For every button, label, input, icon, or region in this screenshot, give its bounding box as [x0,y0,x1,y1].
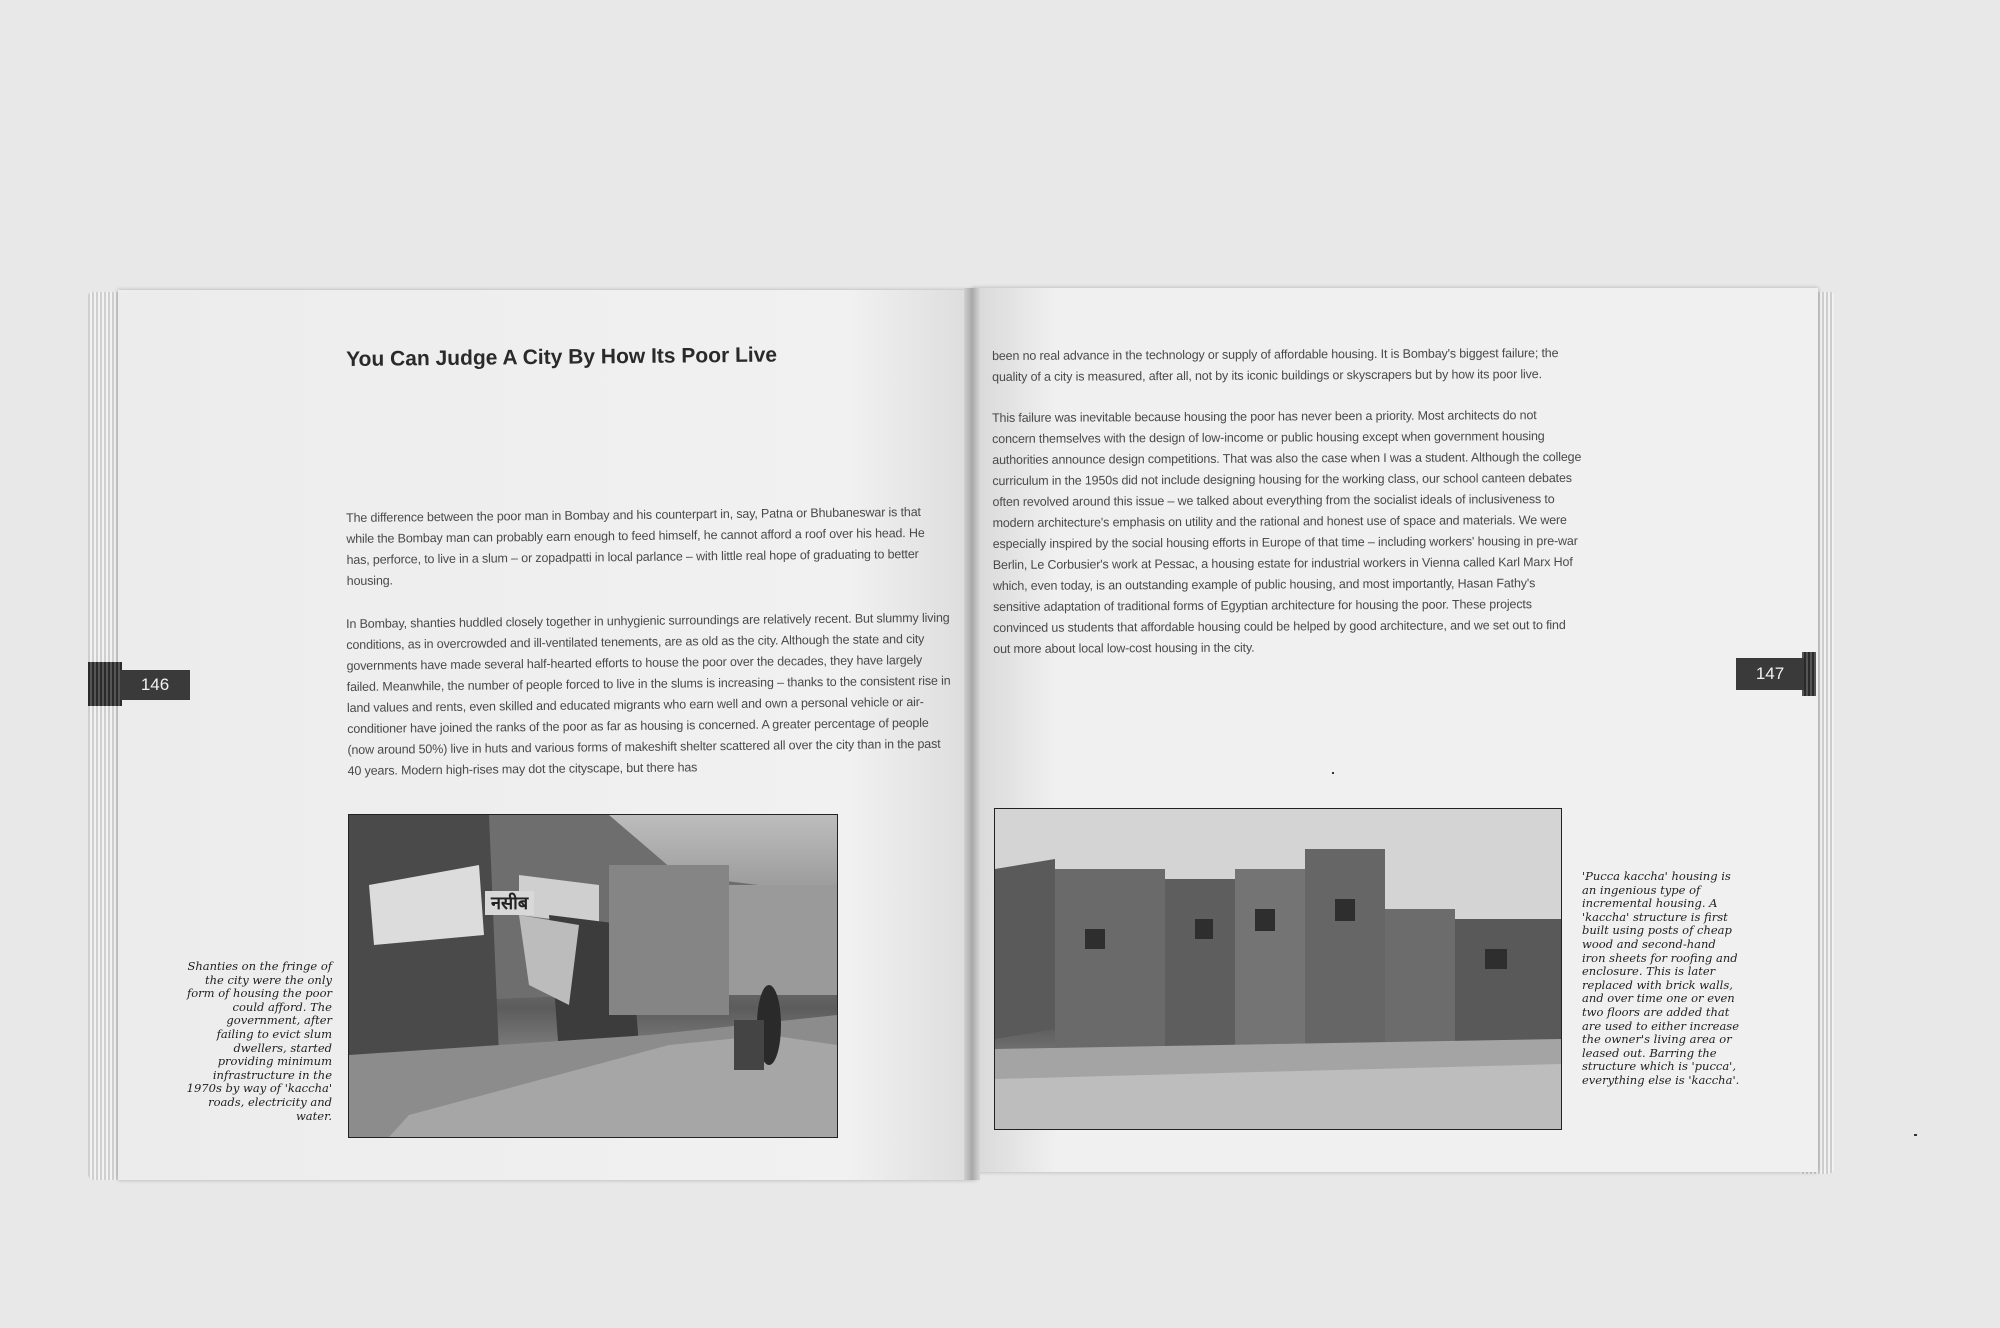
right-paragraph-1: been no real advance in the technology or supply of affordable housing. It is Bombay's biggest failure; the quality of a city is measured, after all, not by its iconic buildings or skyscrapers but by how its poor live. [992,346,1559,384]
left-paragraph-1: The difference between the poor man in Bombay and his counterpart in, say, Patna or Bhubaneswar is that while the Bombay man can probably earn enough to feed himself, he cannot afford a roof over his head. He has, perforce, to live in a slum – or zopadpatti in local parlance – with little real hope of graduating to better housing. [346,504,925,588]
slum-street-illustration [349,815,837,1137]
pucca-kaccha-housing-photo [994,808,1562,1130]
slum-street-photo [348,814,838,1138]
shop-sign: नसीब [485,891,534,915]
housing-illustration [995,809,1561,1129]
left-photo-caption: Shanties on the fringe of the city were the only form of housing the poor could afford. The government, after failing to evict slum dwellers, started providing minimum infrastructure in the 1970s by way of 'kaccha' roads, electricity and water. [186,959,332,1123]
page-number-right: 147 [1736,658,1804,690]
page-tab-edge-right [1802,652,1816,696]
page-tab-edge-left [88,662,122,706]
right-photo-caption: 'Pucca kaccha' housing is an ingenious type of incremental housing. A 'kaccha' structure is first built using posts of cheap wood and second-hand iron sheets for roofing and enclosure. This is later replaced with brick walls, and over time one or even two floors are added that are used to either increase the owner's living area or leased out. Barring the structure which is 'pucca', everything else is 'kaccha'. [1582,869,1740,1087]
dust-speck [1332,772,1334,774]
book-gutter [964,288,980,1180]
page-number-left: 146 [120,670,190,700]
left-paragraph-2: In Bombay, shanties huddled closely together in unhygienic surroundings are relatively recent. But slummy living conditions, as in overcrowded and ill-ventilated tenements, are as old as the city. Although the state and city governments have made several half-hearted efforts to house the poor over the decades, they have largely failed. Meanwhile, the number of people forced to live in the slums is increasing – thanks to the consistent rise in land values and rents, even skilled and educated migrants who earn well and own a personal vehicle or air-conditioner have joined the ranks of the poor as far as housing is concerned. A greater percentage of people (now around 50%) live in huts and various forms of makeshift shelter scattered all over the city than in the past 40 years. Modern high-rises may dot the cityscape, but there has [346,610,951,778]
dust-speck [1914,1134,1917,1136]
right-paragraph-2: This failure was inevitable because housing the poor has never been a priority. Most architects do not concern themselves with the design of low-income or public housing except when government housing authorities announce design competitions. That was also the case when I was a student. Although the college curriculum in the 1950s did not include designing housing for the working class, our school canteen debates often revolved around this issue – we talked about everything from the socialist ideals of inclusiveness to modern architecture's emphasis on utility and the rational and honest use of space and materials. We were especially inspired by the social housing efforts in Europe of that time – including workers' housing in pre-war Berlin, Le Corbusier's work at Pessac, a housing estate for industrial workers in Vienna called Karl Marx Hof which, even today, is an outstanding example of public housing, and most importantly, Hasan Fathy's sensitive adaptation of traditional forms of Egyptian architecture for housing the poor. These projects convinced us students that affordable housing could be helped by good architecture, and we set out to find out more about local low-cost housing in the city. [992,408,1582,656]
page-title: You Can Judge A City By How Its Poor Live [346,343,778,371]
